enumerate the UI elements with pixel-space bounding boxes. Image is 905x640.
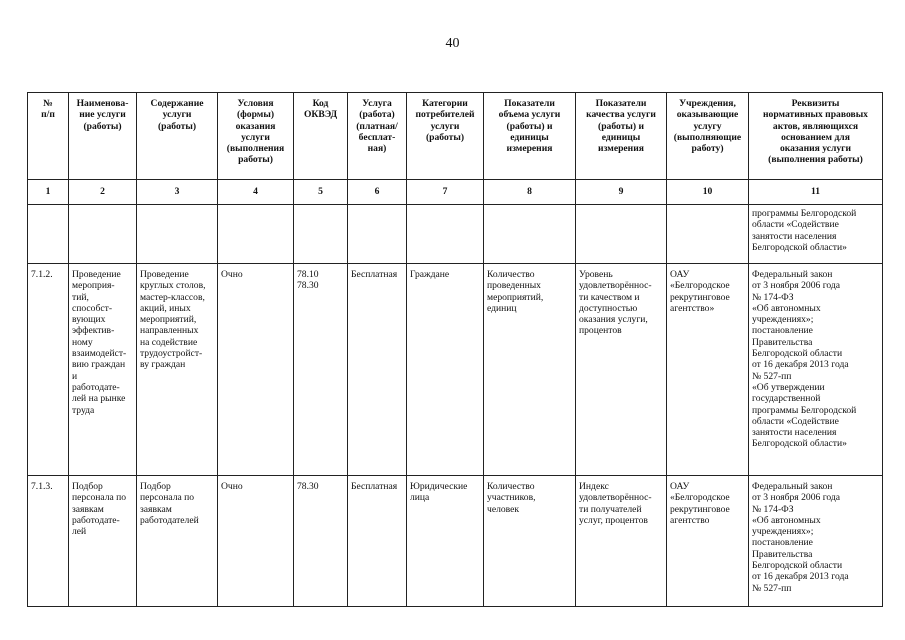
- conditions-cell: Очно: [218, 476, 294, 607]
- table-row: [28, 476, 883, 607]
- column-number: 5: [294, 180, 348, 205]
- table-cell: [576, 205, 667, 264]
- header-cell-service-name: Наименова- ние услуги (работы): [69, 93, 137, 180]
- header-cell-conditions: Условия (формы) оказания услуги (выполнения работы): [218, 93, 294, 180]
- volume-indicators-cell: Количество проведенных мероприятий, единиц: [484, 264, 576, 476]
- header-cell-number: № п/п: [28, 93, 69, 180]
- column-number: 7: [407, 180, 484, 205]
- quality-indicators-cell: Индекс удовлетворённос- ти получателей услуг, процентов: [576, 476, 667, 607]
- services-table: [27, 92, 883, 607]
- header-cell-content: Содержание услуги (работы): [137, 93, 218, 180]
- column-number: 6: [348, 180, 407, 205]
- continuation-row: [28, 205, 883, 264]
- header-cell-okved: Код ОКВЭД: [294, 93, 348, 180]
- table-cell: [294, 205, 348, 264]
- column-number-row: [28, 180, 883, 205]
- column-number: 4: [218, 180, 294, 205]
- conditions-cell: Очно: [218, 264, 294, 476]
- column-number: 11: [749, 180, 883, 205]
- table-row: [28, 264, 883, 476]
- table-cell: [348, 205, 407, 264]
- okved-cell: 78.30: [294, 476, 348, 607]
- table-cell: [137, 205, 218, 264]
- header-cell-consumers: Категории потребителей услуги (работы): [407, 93, 484, 180]
- column-number: 1: [28, 180, 69, 205]
- header-cell-volume-indicators: Показатели объема услуги (работы) и единицы измерения: [484, 93, 576, 180]
- service-content-cell: Проведение круглых столов, мастер-классов, акций, иных мероприятий, направленных на содействие трудоустройст- ву граждан: [137, 264, 218, 476]
- header-cell-paid-free: Услуга (работа) (платная/ бесплат- ная): [348, 93, 407, 180]
- service-name-cell: Подбор персонала по заявкам работодате- лей: [69, 476, 137, 607]
- institution-cell: ОАУ «Белгородское рекрутинговое агентство»: [667, 264, 749, 476]
- paid-free-cell: Бесплатная: [348, 476, 407, 607]
- row-number: 7.1.3.: [28, 476, 69, 607]
- header-cell-legal-acts: Реквизиты нормативных правовых актов, являющихся основанием для оказания услуги (выполнения работы): [749, 93, 883, 180]
- table-cell: [407, 205, 484, 264]
- table-cell: [28, 205, 69, 264]
- service-name-cell: Проведение мероприя- тий, способст- вующих эффектив- ному взаимодейст- вию граждан и работодате- лей на рынке труда: [69, 264, 137, 476]
- page-number: 40: [445, 36, 460, 51]
- table-cell-legal-acts: программы Белгородской области «Содействие занятости населения Белгородской области»: [749, 205, 883, 264]
- legal-acts-cell: Федеральный закон от 3 ноября 2006 года № 174-ФЗ «Об автономных учреждениях»; постановление Правительства Белгородской области от 16 декабря 2013 года № 527-пп «Об утверждении государственной программы Белгородской области «Содействие занятости населения Белгородской области»: [749, 264, 883, 476]
- column-number: 8: [484, 180, 576, 205]
- consumers-cell: Граждане: [407, 264, 484, 476]
- consumers-cell: Юридические лица: [407, 476, 484, 607]
- table-cell: [218, 205, 294, 264]
- header-cell-quality-indicators: Показатели качества услуги (работы) и единицы измерения: [576, 93, 667, 180]
- column-number: 2: [69, 180, 137, 205]
- quality-indicators-cell: Уровень удовлетворённос- ти качеством и доступностью оказания услуги, процентов: [576, 264, 667, 476]
- paid-free-cell: Бесплатная: [348, 264, 407, 476]
- column-number: 10: [667, 180, 749, 205]
- legal-acts-cell: Федеральный закон от 3 ноября 2006 года № 174-ФЗ «Об автономных учреждениях»; постановление Правительства Белгородской области от 16 декабря 2013 года № 527-пп: [749, 476, 883, 607]
- volume-indicators-cell: Количество участников, человек: [484, 476, 576, 607]
- header-cell-institutions: Учреждения, оказывающие услугу (выполняющие работу): [667, 93, 749, 180]
- column-number: 9: [576, 180, 667, 205]
- okved-cell: 78.10 78.30: [294, 264, 348, 476]
- column-number: 3: [137, 180, 218, 205]
- table-cell: [484, 205, 576, 264]
- institution-cell: ОАУ «Белгородское рекрутинговое агентство: [667, 476, 749, 607]
- row-number: 7.1.2.: [28, 264, 69, 476]
- table-header-row: [28, 93, 883, 180]
- service-content-cell: Подбор персонала по заявкам работодателей: [137, 476, 218, 607]
- table-cell: [69, 205, 137, 264]
- table-cell: [667, 205, 749, 264]
